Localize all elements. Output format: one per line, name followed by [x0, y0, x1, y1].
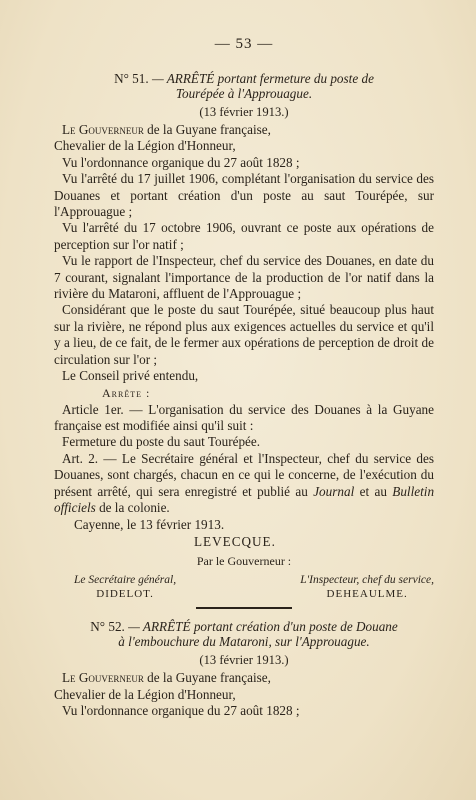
page-number: — 53 —	[214, 36, 274, 52]
vu-arrete-juillet: Vu l'arrêté du 17 juillet 1906, complétant l'organisation du service des Douanes et portant création d'un poste au saut Tourépée, sur l'Approuague ;	[54, 171, 434, 220]
article-2-et: et au	[359, 483, 387, 499]
governor-signature: LEVECQUE.	[194, 534, 276, 550]
section-divider	[196, 607, 292, 609]
inspecteur-name: DEHEAULME.	[326, 588, 408, 601]
article-2-end: de la colonie.	[99, 499, 170, 515]
article-1: Article 1er. — L'organisation du service des Douanes à la Guyane française est modifiée ainsi qu'il suit :	[54, 401, 434, 433]
decree-51	[54, 71, 434, 601]
vu-rapport: Vu le rapport de l'Inspecteur, chef du service des Douanes, en date du 7 courant, signalant l'importance de la production de l'or natif dans la rivière du Mataroni, affluent de l'Approuague ;	[54, 253, 434, 302]
countersignatures	[54, 573, 434, 601]
inspecteur-title: L'Inspecteur, chef du service,	[300, 574, 434, 587]
vu-ordonnance-2: Vu l'ordonnance organique du 27 août 1828 ;	[62, 703, 300, 719]
chevalier-line: Chevalier de la Légion d'Honneur,	[54, 138, 236, 154]
journal-word: Journal	[313, 483, 355, 499]
governor-prefix: Le Gouverneur	[62, 122, 144, 137]
decree-51-title-line1: — ARRÊTÉ portant fermeture du poste de	[151, 71, 374, 86]
decree-52-title-line1: — ARRÊTÉ portant création d'un poste de Douane	[128, 619, 398, 635]
decree-52-number: N° 52.	[90, 619, 125, 635]
article-2-text: Art. 2. — Le Secrétaire général et l'Inspecteur, chef du service des Douanes, sont chargés, chacun en ce qui le concerne, de l'exécution du présent arrêté, qui sera enregistré et publié au	[54, 450, 434, 499]
bulletin-words: Bulletin officiels	[54, 483, 435, 515]
governor-prefix-2: Le Gouverneur	[62, 670, 144, 686]
vu-ordonnance: Vu l'ordonnance organique du 27 août 1828 ;	[62, 154, 300, 170]
governor-rest-2: de la Guyane française,	[147, 670, 271, 686]
arrete-heading: Arrête :	[102, 385, 151, 400]
governor-line-2	[54, 670, 434, 686]
decree-51-heading	[54, 71, 434, 101]
considerant: Considérant que le poste du saut Tourépée, situé beaucoup plus haut sur la rivière, ne répond plus aux exigences actuelles du service et qu'il y a lieu, de ce fait, de le fermer aux opérations de perception de droit de circulation sur l'or ;	[54, 302, 434, 367]
decree-52-title-line2: à l'embouchure du Mataroni, sur l'Approuague.	[118, 634, 370, 650]
chevalier-line-2: Chevalier de la Légion d'Honneur,	[54, 686, 236, 702]
secretaire-title: Le Secrétaire général,	[74, 574, 177, 587]
decree-52-date: (13 février 1913.)	[199, 653, 289, 668]
fermeture-line: Fermeture du poste du saut Tourépée.	[62, 434, 261, 450]
decree-52-heading	[54, 619, 434, 649]
signature-inspecteur	[300, 573, 434, 601]
governor-rest: de la Guyane française,	[147, 122, 271, 137]
governor-line	[54, 122, 434, 138]
governor-signature-row	[54, 533, 434, 550]
signature-secretaire	[74, 573, 176, 601]
decree-52	[54, 619, 434, 719]
conseil-prive: Le Conseil privé entendu,	[62, 368, 199, 384]
par-le-gouverneur: Par le Gouverneur :	[196, 554, 292, 569]
vu-arrete-octobre: Vu l'arrêté du 17 octobre 1906, ouvrant ce poste aux opérations de perception sur l'or natif ;	[54, 220, 434, 252]
decree-51-date: (13 février 1913.)	[199, 105, 289, 119]
secretaire-name: DIDELOT.	[96, 588, 154, 601]
article-2	[54, 451, 434, 517]
decree-51-title-line2: Tourépée à l'Approuague.	[175, 86, 313, 101]
decree-51-number: N° 51.	[114, 71, 149, 86]
place-date: Cayenne, le 13 février 1913.	[74, 517, 225, 533]
